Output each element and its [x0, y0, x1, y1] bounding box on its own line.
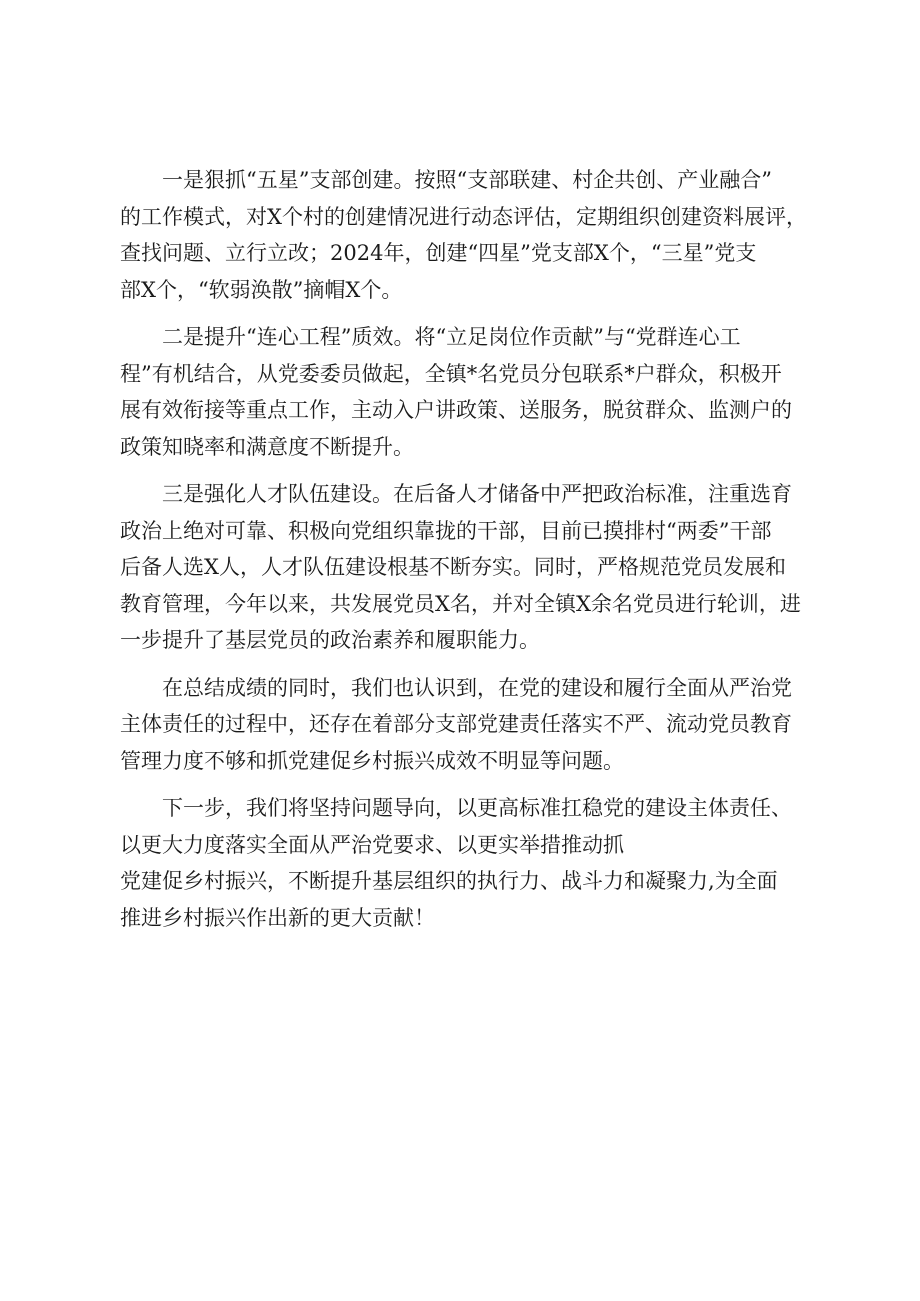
- paragraph-line: 一步提升了基层党员的政治素养和履职能力。: [120, 628, 540, 652]
- paragraph-line: 的工作模式，对X个村的创建情况进行动态评估，定期组织创建资料展评，: [120, 204, 807, 229]
- paragraph-problems: [120, 670, 810, 780]
- paragraph-line: 党建促乡村振兴，不断提升基层组织的执行力、战斗力和凝聚力,为全面: [120, 869, 778, 893]
- paragraph-line: 下一步，我们将坚持问题导向，以更高标准扛稳党的建设主体责任、: [162, 796, 792, 820]
- paragraph-heart-project: [120, 319, 810, 465]
- paragraph-line: 推进乡村振兴作出新的更大贡献！: [120, 905, 435, 930]
- paragraph-line: 管理力度不够和抓党建促乡村振兴成效不明显等问题。: [120, 748, 624, 773]
- paragraph-line: 查找问题、立行立改；2024年，创建“四星”党支部X个，“三星”党支: [120, 241, 757, 265]
- paragraph-line: 二是提升“连心工程”质效。将“立足岗位作贡献”与“党群连心工: [162, 325, 741, 349]
- paragraph-line: 三是强化人才队伍建设。在后备人才储备中严把政治标准，注重选育: [162, 482, 792, 506]
- paragraph-line: 一是狠抓“五星”支部创建。按照“支部联建、村企共创、产业融合”: [162, 168, 772, 192]
- paragraph-talent-team: [120, 476, 810, 659]
- paragraph-five-star: [120, 162, 810, 308]
- paragraph-line: 展有效衔接等重点工作，主动入户讲政策、送服务，脱贫群众、监测户的: [120, 398, 792, 422]
- paragraph-line: 政治上绝对可靠、积极向党组织靠拢的干部，目前已摸排村“两委”干部: [120, 518, 772, 543]
- paragraph-line: 以更大力度落实全面从严治党要求、以更实举措推动抓: [120, 832, 624, 857]
- paragraph-line: 部X个，“软弱涣散”摘帽X个。: [120, 277, 403, 302]
- paragraph-line: 程”有机结合，从党委委员做起，全镇*名党员分包联系*户群众，积极开: [120, 361, 782, 386]
- document-body: [120, 162, 810, 936]
- paragraph-line: 在总结成绩的同时，我们也认识到，在党的建设和履行全面从严治党: [162, 675, 792, 700]
- paragraph-line: 主体责任的过程中，还存在着部分支部党建责任落实不严、流动党员教育: [120, 712, 792, 736]
- paragraph-line: 教育管理，今年以来，共发展党员X名，并对全镇X余名党员进行轮训，进: [120, 591, 801, 616]
- paragraph-line: 政策知晓率和满意度不断提升。: [120, 434, 414, 459]
- paragraph-next-steps: [120, 790, 810, 936]
- paragraph-line: 后备人选X人，人才队伍建设根基不断夯实。同时，严格规范党员发展和: [120, 555, 786, 579]
